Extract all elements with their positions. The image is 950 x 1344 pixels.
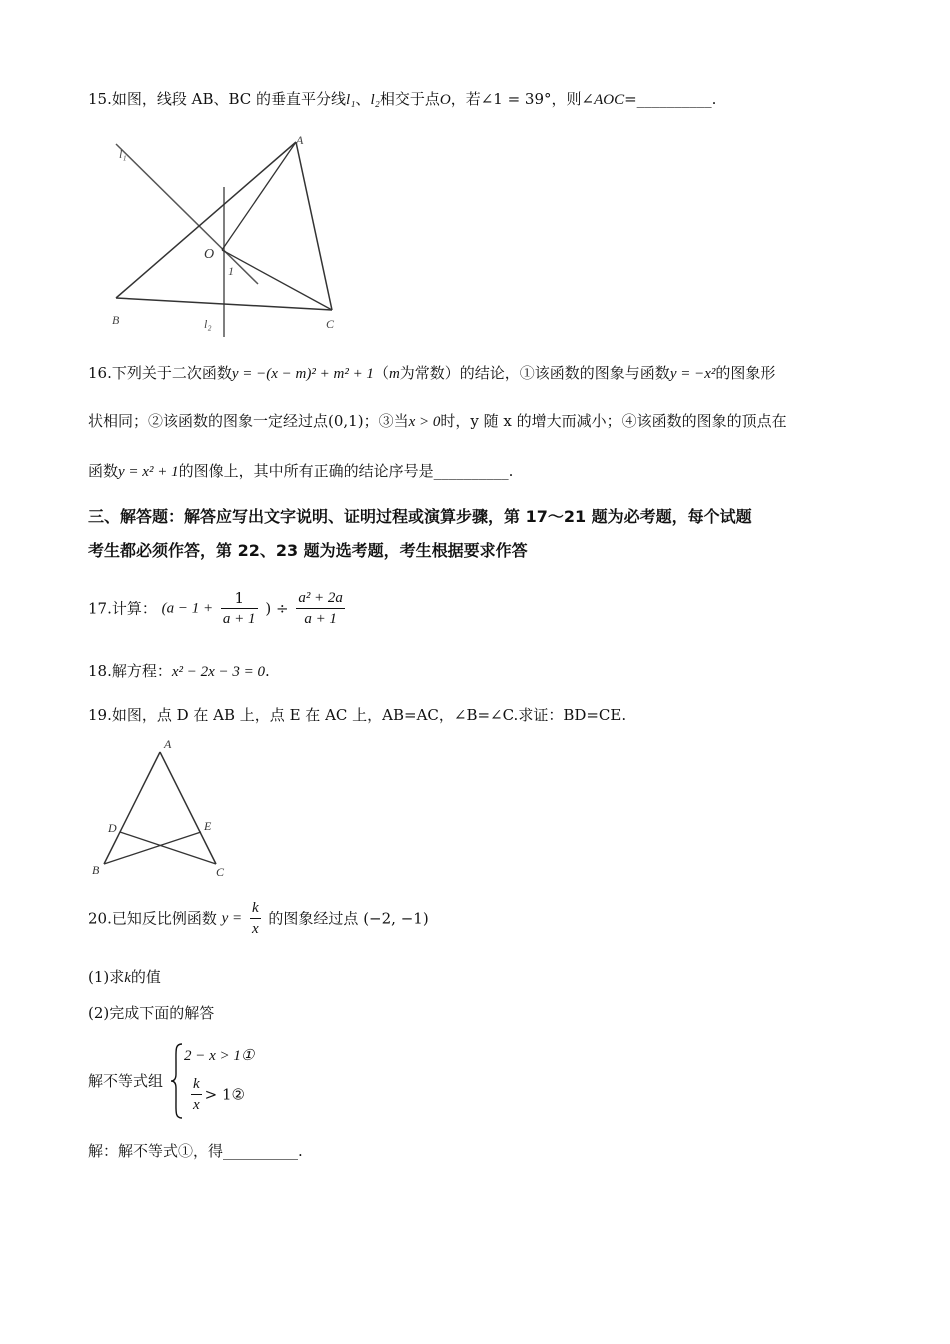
section-3-heading-line-2: 考生都必须作答，第 22、23 题为选考题，考生根据要求作答 — [88, 541, 528, 560]
segment-AC — [160, 752, 216, 864]
segment-AB — [104, 752, 160, 864]
q17-fraction-2: $\frac{\text{a² + 2a}}{a + 1}$ — [298, 590, 343, 627]
label-l1: l₁ — [119, 147, 127, 161]
q20-line: 20.已知反比例函数 y = $\frac{k}{x}$ 的图象经过点 (−2, −1) — [88, 900, 429, 937]
label-E: E — [204, 819, 212, 833]
q20-solution-line: 解：解不等式①，得__________. — [88, 1142, 303, 1160]
segment-OC — [222, 250, 332, 310]
label-C: C — [216, 865, 225, 879]
q19-line: 19.如图，点 D 在 AB 上，点 E 在 AC 上，AB=AC，∠B=∠C.求证：BD=CE. — [88, 706, 627, 724]
q18-line: 18.解方程：x² − 2x − 3 = 0. — [88, 662, 270, 680]
q17-line: 17.计算： (a − 1 + $\frac{1}{a + 1}$ ) ÷ $\frac{\text{a² + 2a}}{a + 1}$ — [88, 589, 343, 627]
q20-part-1: (1)求k的值 — [88, 968, 161, 986]
label-1: 1 — [228, 264, 234, 278]
segment-AC — [296, 142, 332, 310]
segment-BA — [116, 142, 296, 298]
label-D: D — [108, 821, 117, 835]
label-l2: l₂ — [204, 317, 212, 331]
section-3-heading-line-1: 三、解答题：解答应写出文字说明、证明过程或演算步骤，第 17～21 题为必考题，每个试题 — [88, 507, 752, 526]
system-label: 解不等式组 — [88, 1072, 164, 1090]
label-B: B — [92, 863, 100, 877]
q16-line-3: 函数y = x² + 1的图像上，其中所有正确的结论序号是__________. — [88, 462, 514, 480]
inequality-1: 2 − x > 1① — [184, 1048, 255, 1064]
label-A: A — [164, 737, 172, 751]
q16-line-1: 16.下列关于二次函数y = −(x − m)² + m² + 1（m为常数）的结论，①该函数的图象与函数y = −x²的图象形 — [88, 364, 776, 382]
label-O: O — [204, 247, 215, 262]
system-brace — [170, 1042, 184, 1120]
label-A: A — [296, 133, 304, 147]
inequality-2: $\frac{k}{x}$ > 1② — [193, 1076, 245, 1113]
label-C: C — [326, 317, 335, 331]
line-l1 — [116, 144, 258, 284]
label-B: B — [112, 313, 120, 327]
q16-line-2: 状相同；②该函数的图象一定经过点(0,1)；③当x > 0时，y 随 x 的增大而减小；④该函数的图象的顶点在 — [88, 412, 787, 430]
q17-fraction-1: $\frac{1}{a + 1}$ — [222, 589, 256, 627]
figure-15 — [110, 132, 350, 337]
q20-part-2: (2)完成下面的解答 — [88, 1004, 215, 1022]
q20-fraction: $\frac{k}{x}$ — [251, 900, 259, 937]
figure-19 — [86, 734, 236, 879]
inequality-2-fraction: $\frac{k}{x}$ — [193, 1076, 200, 1113]
segment-BE — [104, 832, 201, 864]
q15-line: 15.如图，线段 AB、BC 的垂直平分线l₁、l₂相交于点O，若∠1 = 39°，则∠AOC=__________. — [88, 90, 717, 108]
